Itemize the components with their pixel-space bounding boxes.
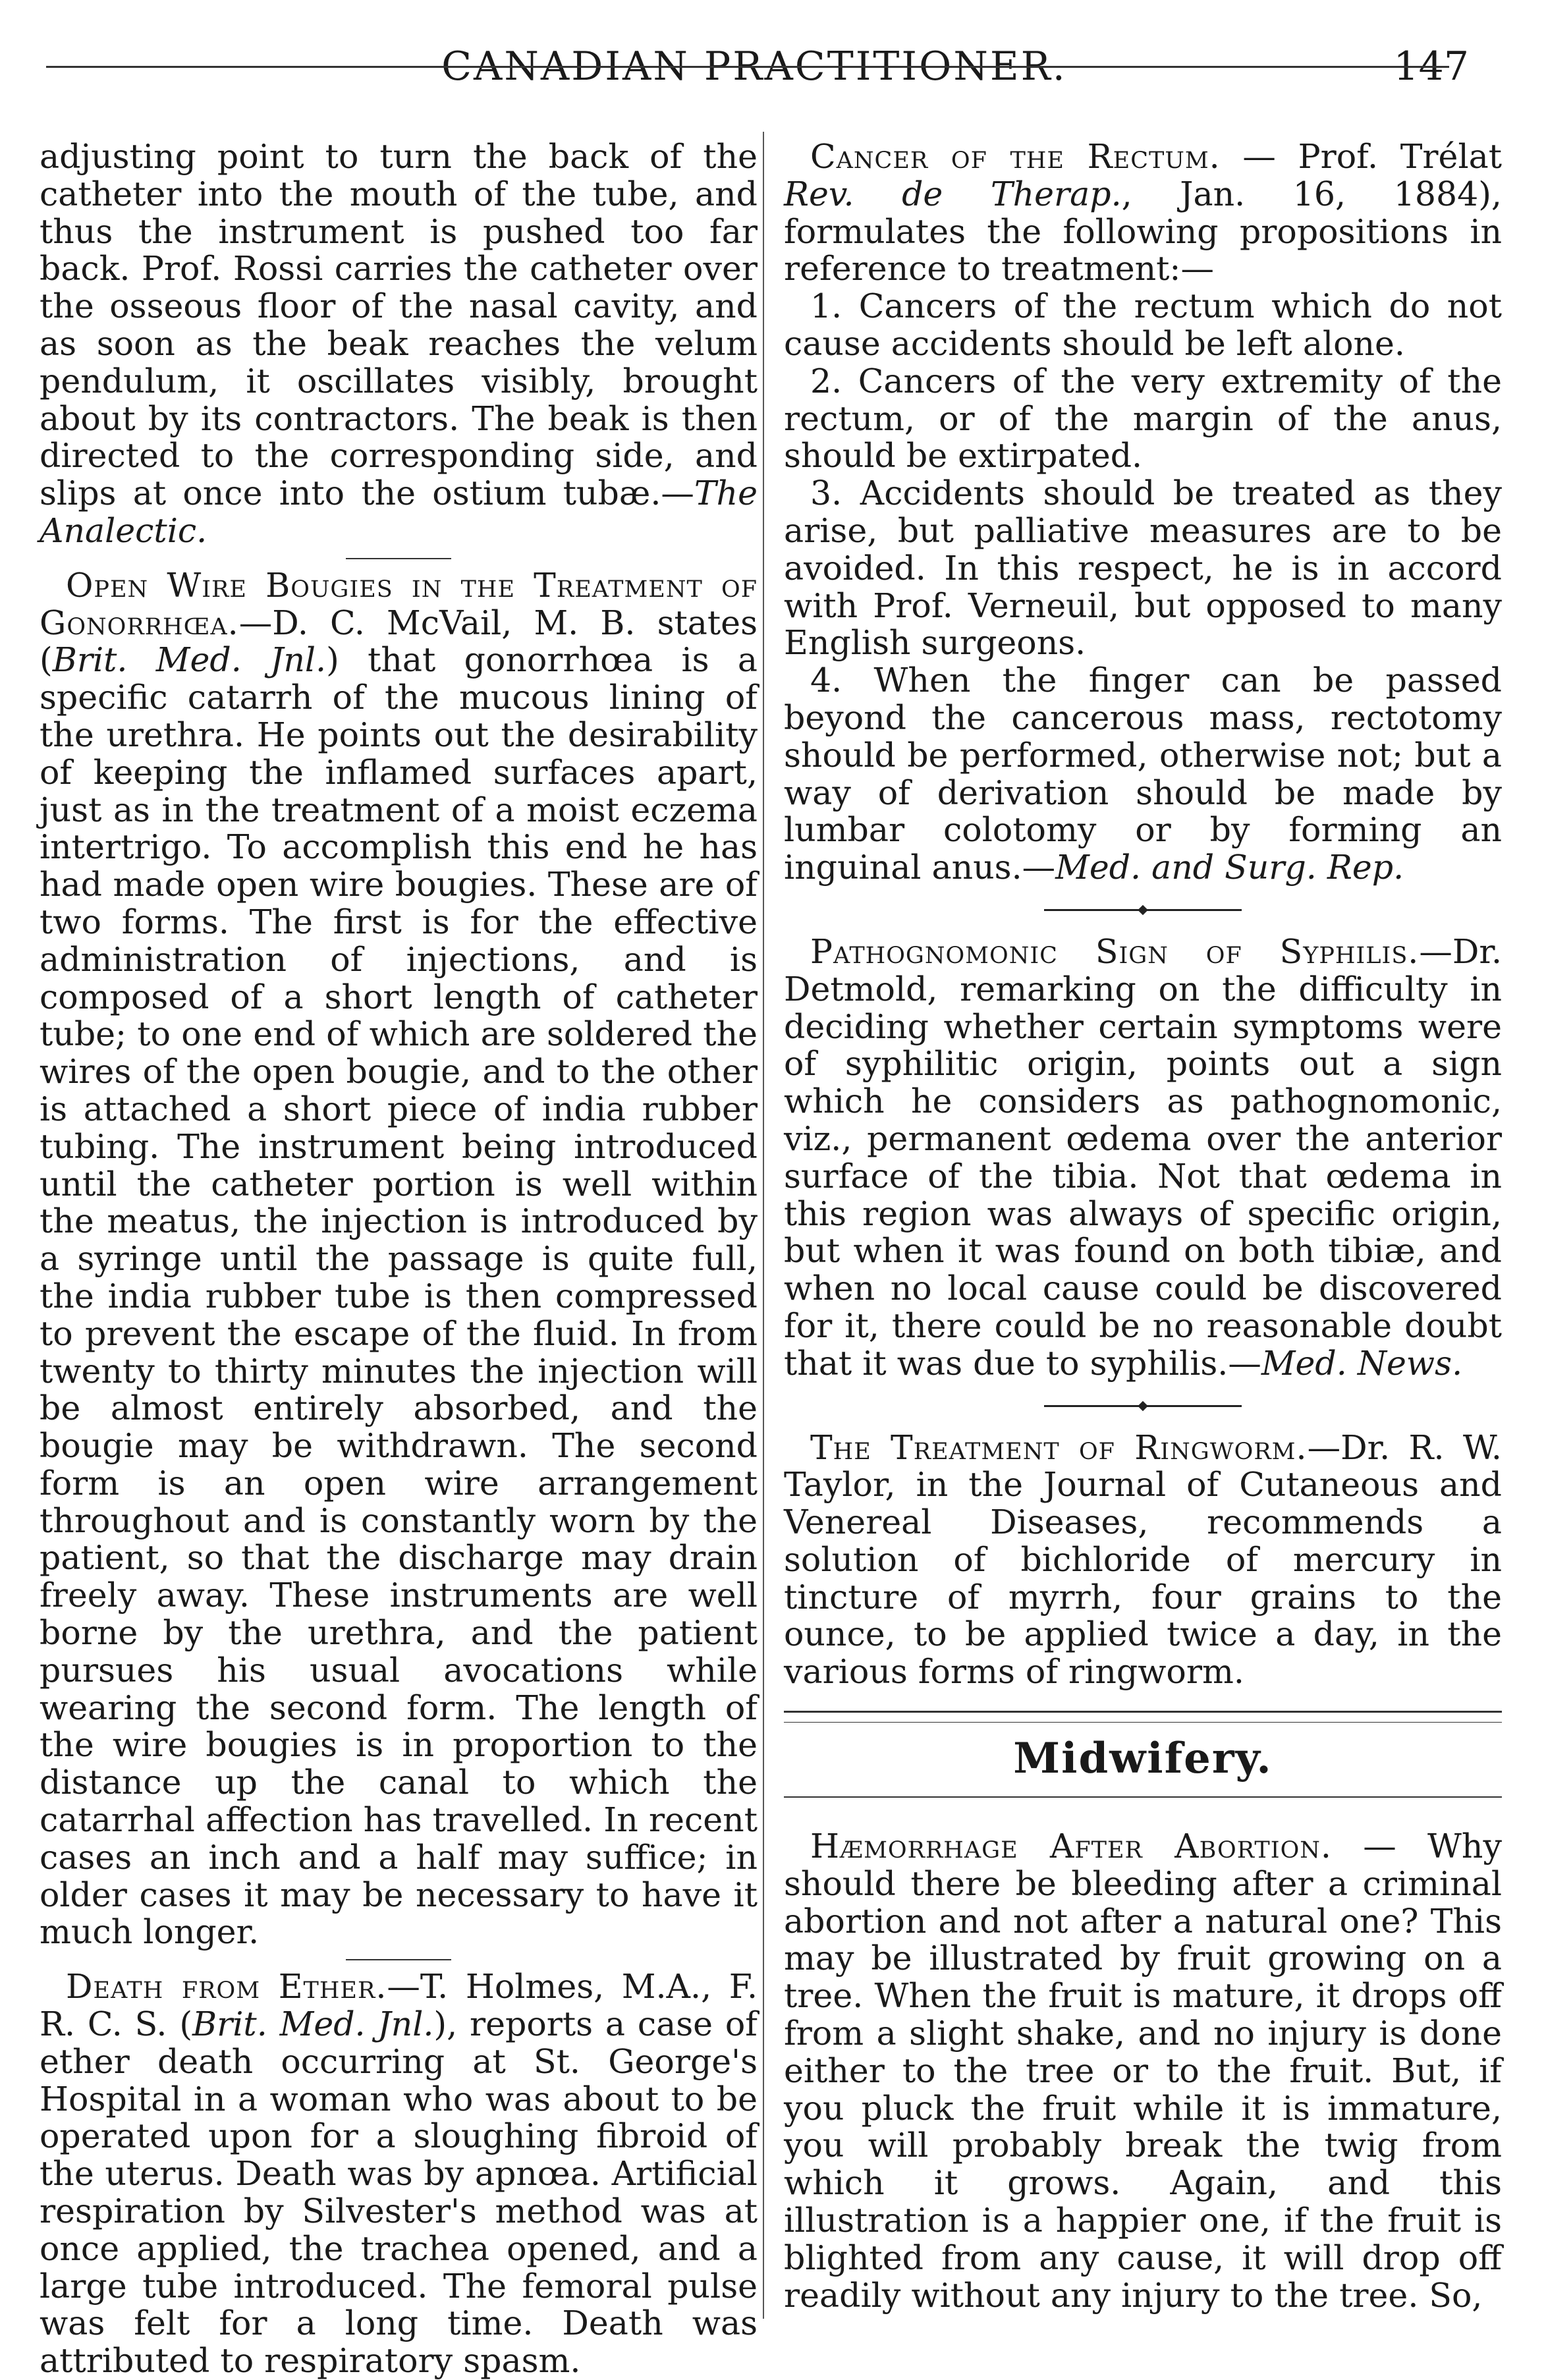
journal-name: Brit. Med. Jnl. (192, 2005, 434, 2044)
proposition-4 (784, 662, 1502, 887)
separator-ornament (1138, 905, 1148, 916)
right-column (784, 138, 1502, 2319)
article-body: ), reports a case of ether death occurring at St. George's Hospital in a woman who was about to be operated upon for a sloughing fibroid of the uterus. Death was by apnœa. Artificial respiration by Silvester's method was at once applied, the trachea opened, and a large tube introduced. The femoral pulse was felt for a long time. Death was attributed to respiratory spasm. (40, 2005, 758, 2380)
separator-ornament (1138, 1400, 1148, 1411)
page-header (40, 40, 1469, 102)
article-separator (346, 1959, 451, 1960)
article-body: —Dr. R. W. Taylor, in the Journal of Cutaneous and Venereal Diseases, recommends a solution of bichloride of mercury in tincture of myrrh, four grains to the ounce, to be applied twice a day, in the various forms of ringworm. (784, 1427, 1502, 1692)
article-title: Cancer of the Rectum. (810, 137, 1221, 176)
article-title: The Treatment of Ringworm. (810, 1427, 1308, 1467)
article-byline: —T. Holmes, M.A., F. R. C. S. ( (40, 1967, 758, 2044)
article-death-from-ether (40, 1968, 758, 2380)
article-title: Death from Ether. (66, 1967, 387, 2006)
journal-name: Brit. Med. Jnl. (52, 640, 327, 680)
article-cancer-of-rectum (784, 138, 1502, 288)
article-title: Pathognomonic Sign of Syphilis. (810, 931, 1420, 971)
article-separator (346, 558, 451, 559)
header-rule (46, 66, 1449, 68)
article-body: —Dr. Detmold, remarking on the difficulty in deciding whether certain symptoms were of syphilitic origin, points out a sign which he considers as pathognomonic, viz., permanent œdema over the anterior surface of the tibia. Not that œdema in this region was always of specific origin, but when it was found on both tibiæ, and when no local cause could be discovered for it, there could be no reasonable doubt that it was due to syphilis.— (784, 931, 1502, 1383)
article-intro: , Jan. 16, 1884), formulates the following propositions in reference to treatment:— (784, 174, 1502, 289)
article-title: Hæmorrhage After Abortion. (810, 1827, 1332, 1866)
article-open-wire-bougies (40, 567, 758, 1951)
left-column (40, 137, 758, 2380)
column-divider (763, 132, 764, 2319)
continued-source: The Analectic. (40, 474, 758, 550)
proposition-4-text: 4. When the finger can be passed beyond the cancerous mass, rectotomy should be performed, otherwise not; but a way of derivation should be made by lumbar colotomy or by forming an inguinal anus.— (784, 661, 1502, 887)
article-ringworm (784, 1429, 1502, 1692)
article-separator (1044, 909, 1242, 911)
article-source: Med. and Surg. Rep. (1055, 848, 1404, 887)
article-byline: — Prof. Trélat (1220, 137, 1502, 176)
continued-paragraph (40, 138, 758, 550)
proposition-1: 1. Cancers of the rectum which do not cause accidents should be left alone. (784, 287, 1502, 363)
proposition-2: 2. Cancers of the very extremity of the rectum, or of the margin of the anus, should be extirpated. (784, 361, 1502, 476)
article-title: Open Wire Bougies in the Treatment of Gonorrhœa. (40, 565, 758, 642)
article-pathognomonic-sign (784, 933, 1502, 1383)
section-rule-bottom (784, 1796, 1502, 1798)
article-body: ) that gonorrhœa is a specific catarrh of the mucous lining of the urethra. He points out the desirability of keeping the inflamed surfaces apart, just as in the treatment of a moist eczema intertrigo. To accomplish this end he has had made open wire bougies. These are of two forms. The first is for the effective administration of injections, and is composed of a short length of catheter tube; to one end of which are soldered the wires of the open bougie, and to the other is attached a short piece of india rubber tubing. The instrument being introduced until the catheter portion is well within the meatus, the injection is introduced by a syringe until the passage is quite full, the india rubber tube is then compressed to prevent the escape of the fluid. In from twenty to thirty minutes the injection will be almost entirely absorbed, and the bougie may be withdrawn. The second form is an open wire arrangement throughout and is constantly worn by the patient, so that the discharge may drain freely away. These instruments are well borne by the urethra, and the patient pursues his usual avocations while wearing the second form. The length of the wire bougies is in proportion to the distance up the canal to which the catarrhal affection has travelled. In recent cases an inch and a half may suffice; in older cases it may be necessary to have it much longer. (40, 640, 758, 1952)
running-title: CANADIAN PRACTITIONER. (441, 43, 1067, 90)
section-rule-top (784, 1711, 1502, 1723)
article-source: Med. News. (1261, 1343, 1463, 1383)
journal-name: Rev. de Therap. (784, 174, 1122, 213)
continued-text: adjusting point to turn the back of the catheter into the mouth of the tube, and thus the instrument is pushed too far back. Prof. Rossi carries the catheter over the osseous floor of the nasal cavity, and as soon as the beak reaches the velum pendulum, it oscillates visibly, brought about by its contractors. The beak is then directed to the corresponding side, and slips at once into the ostium tubæ.— (40, 137, 758, 513)
section-heading: Midwifery. (1013, 1734, 1273, 1784)
proposition-3: 3. Accidents should be treated as they arise, but palliative measures are to be avoided. In this respect, he is in accord with Prof. Verneuil, but opposed to many English surgeons. (784, 474, 1502, 663)
article-separator (1044, 1405, 1242, 1407)
article-byline: —D. C. McVail, M. B. states ( (40, 603, 758, 680)
page-number: 147 (1393, 43, 1469, 90)
article-body: — Why should there be bleeding after a criminal abortion and not after a natural one? This may be illustrated by fruit growing on a tree. When the fruit is mature, it drops off from a slight shake, and no injury is done either to the tree or to the fruit. But, if you pluck the fruit while it is immature, you will probably break the twig from which it grows. Again, and this illustration is a happier one, if the fruit is blighted from any cause, it will drop off readily without any injury to the tree. So, (784, 1827, 1502, 2315)
article-hemorrhage-after-abortion (784, 1828, 1502, 2314)
